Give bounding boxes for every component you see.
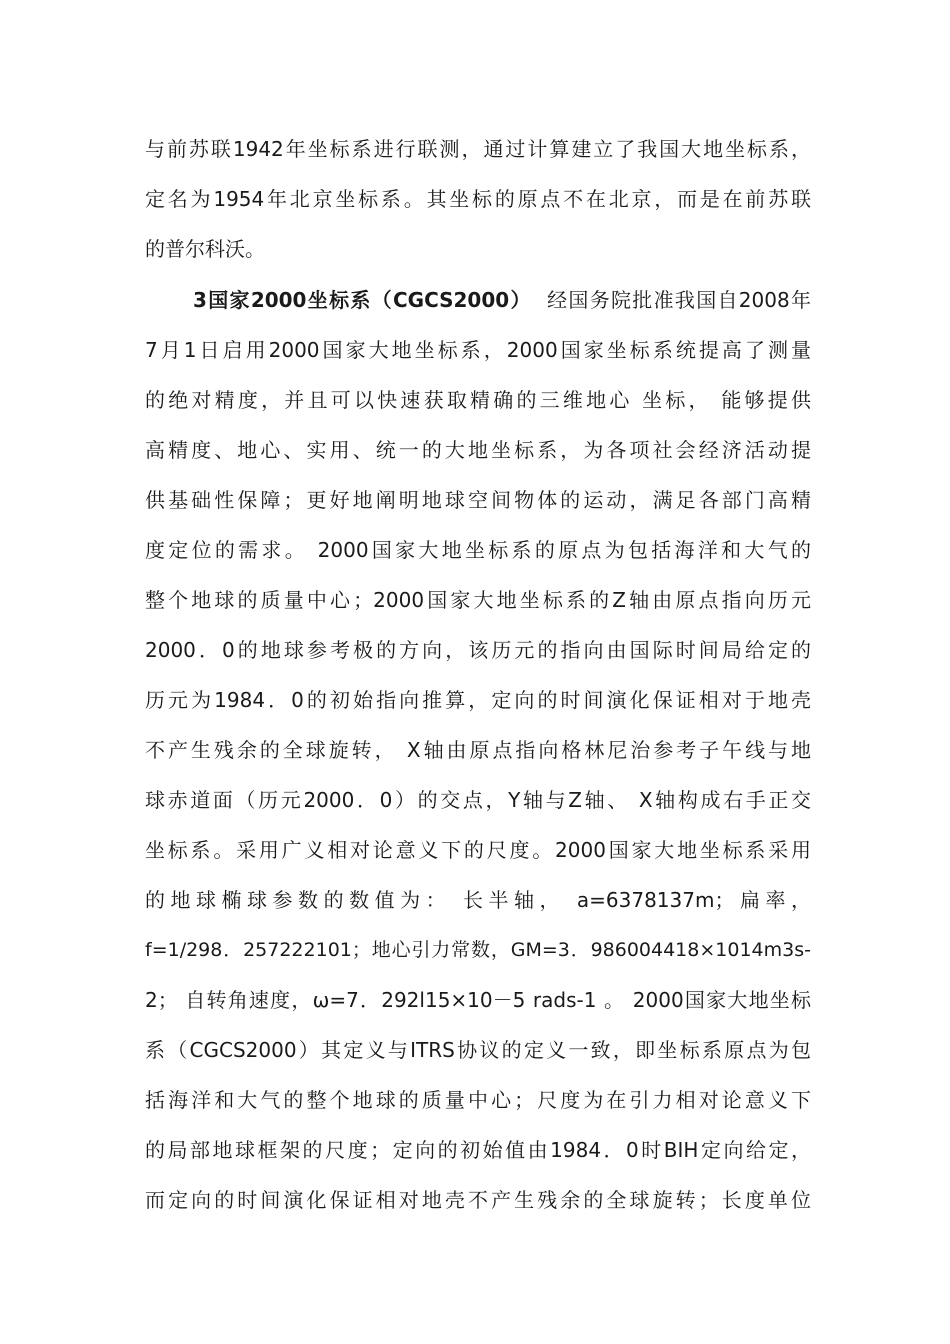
paragraph-2-line-10: 不产生残余的全球旋转， X轴由原点指向格林尼治参考子午线与地 <box>145 738 811 762</box>
paragraph-2-line-8: 2000．0的地球参考极的方向，该历元的指向由国际时间局给定的 <box>145 638 811 662</box>
paragraph-2-line-4: 高精度、地心、实用、统一的大地坐标系，为各项社会经济活动提 <box>145 438 811 462</box>
paragraph-2-line-9: 历元为1984．0的初始指向推算，定向的时间演化保证相对于地壳 <box>145 688 811 712</box>
section-heading: 3国家2000坐标系（CGCS2000） <box>193 288 532 312</box>
paragraph-1-line-2: 定名为1954年北京坐标系。其坐标的原点不在北京，而是在前苏联 <box>145 187 811 211</box>
paragraph-2-line-3: 的绝对精度，并且可以快速获取精确的三维地心 坐标， 能够提供 <box>145 388 811 412</box>
paragraph-2-first-line <box>193 280 811 320</box>
paragraph-2-line-5: 供基础性保障；更好地阐明地球空间物体的运动，满足各部门高精 <box>145 488 811 512</box>
paragraph-2-line-15: 2； 自转角速度，ω=7．292l15×10－5 rads-1 。 2000国家大地坐标 <box>145 988 811 1012</box>
paragraph-2-line-2: 7月1日启用2000国家大地坐标系，2000国家坐标系统提高了测量 <box>145 338 811 362</box>
paragraph-1-line-3: 的普尔科沃。 <box>145 237 265 261</box>
paragraph-2-line-7: 整个地球的质量中心；2000国家大地坐标系的Z轴由原点指向历元 <box>145 588 811 612</box>
paragraph-2-line-6: 度定位的需求。 2000国家大地坐标系的原点为包括海洋和大气的 <box>145 538 811 562</box>
paragraph-2-first-line-text: 经国务院批准我国自2008年 <box>547 288 811 312</box>
paragraph-1-line-1: 与前苏联1942年坐标系进行联测，通过计算建立了我国大地坐标系， <box>145 137 811 161</box>
paragraph-2-line-16: 系（CGCS2000）其定义与ITRS协议的定义一致，即坐标系原点为包 <box>145 1038 811 1062</box>
paragraph-2-line-11: 球赤道面（历元2000．0）的交点，Y轴与Z轴、 X轴构成右手正交 <box>145 788 811 812</box>
paragraph-2-line-13: 的地球椭球参数的数值为： 长半轴， a=6378137m；扁率， <box>145 888 811 912</box>
paragraph-2-line-19: 而定向的时间演化保证相对地壳不产生残余的全球旋转；长度单位 <box>145 1188 811 1212</box>
paragraph-2-line-18: 的局部地球框架的尺度；定向的初始值由1984．0时BIH定向给定， <box>145 1138 811 1162</box>
paragraph-2-line-17: 括海洋和大气的整个地球的质量中心；尺度为在引力相对论意义下 <box>145 1088 811 1112</box>
paragraph-2-line-12: 坐标系。采用广义相对论意义下的尺度。2000国家大地坐标系采用 <box>145 838 811 862</box>
paragraph-2-line-14: f=1/298．257222101；地心引力常数，GM=3．986004418×1014m3s- <box>145 939 811 961</box>
